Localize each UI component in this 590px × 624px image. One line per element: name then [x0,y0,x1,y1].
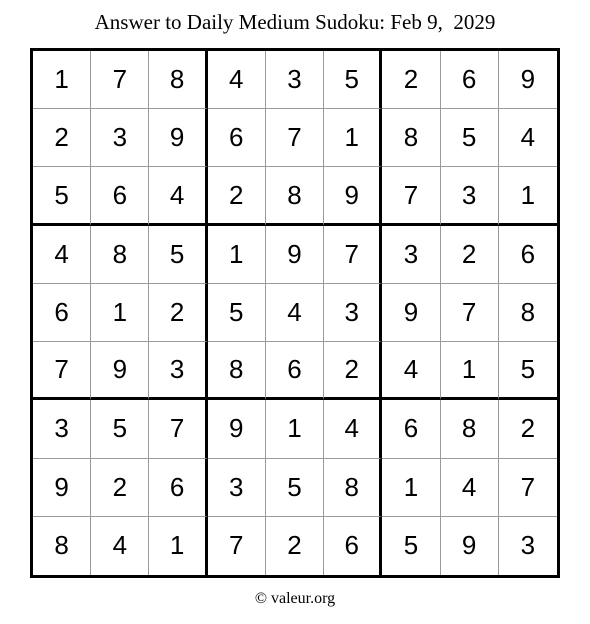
sudoku-cell-r4-c4: 1 [208,226,266,284]
sudoku-cell-r8-c8: 4 [441,459,499,517]
sudoku-cell-r7-c4: 9 [208,400,266,458]
sudoku-cell-r2-c2: 3 [91,109,149,167]
sudoku-cell-r1-c3: 8 [149,51,207,109]
sudoku-cell-r5-c3: 2 [149,284,207,342]
sudoku-cell-r7-c9: 2 [499,400,557,458]
sudoku-cell-r6-c6: 2 [324,342,382,400]
sudoku-cell-r5-c2: 1 [91,284,149,342]
sudoku-cell-r9-c3: 1 [149,517,207,575]
sudoku-cell-r2-c3: 9 [149,109,207,167]
sudoku-cell-r6-c4: 8 [208,342,266,400]
sudoku-cell-r8-c1: 9 [33,459,91,517]
sudoku-cell-r8-c3: 6 [149,459,207,517]
sudoku-cell-r4-c7: 3 [382,226,440,284]
sudoku-cell-r6-c9: 5 [499,342,557,400]
sudoku-cell-r8-c4: 3 [208,459,266,517]
sudoku-cell-r7-c8: 8 [441,400,499,458]
sudoku-cell-r3-c6: 9 [324,167,382,225]
puzzle-title: Answer to Daily Medium Sudoku: Feb 9, 2029 [94,10,496,34]
sudoku-cell-r9-c8: 9 [441,517,499,575]
sudoku-cell-r1-c4: 4 [208,51,266,109]
sudoku-cell-r2-c1: 2 [33,109,91,167]
sudoku-cell-r1-c7: 2 [382,51,440,109]
sudoku-cell-r3-c4: 2 [208,167,266,225]
sudoku-cell-r6-c7: 4 [382,342,440,400]
sudoku-cell-r4-c8: 2 [441,226,499,284]
sudoku-cell-r6-c3: 3 [149,342,207,400]
sudoku-cell-r3-c7: 7 [382,167,440,225]
sudoku-cell-r3-c8: 3 [441,167,499,225]
sudoku-cell-r9-c4: 7 [208,517,266,575]
sudoku-cell-r3-c1: 5 [33,167,91,225]
sudoku-cell-r2-c6: 1 [324,109,382,167]
sudoku-cell-r3-c5: 8 [266,167,324,225]
sudoku-cell-r7-c7: 6 [382,400,440,458]
sudoku-cell-r6-c1: 7 [33,342,91,400]
sudoku-board [30,48,560,578]
sudoku-cell-r2-c5: 7 [266,109,324,167]
sudoku-cell-r2-c7: 8 [382,109,440,167]
sudoku-cell-r1-c6: 5 [324,51,382,109]
sudoku-cell-r6-c5: 6 [266,342,324,400]
sudoku-cell-r1-c1: 1 [33,51,91,109]
sudoku-cell-r1-c5: 3 [266,51,324,109]
sudoku-cell-r2-c9: 4 [499,109,557,167]
sudoku-cell-r2-c8: 5 [441,109,499,167]
sudoku-cell-r7-c3: 7 [149,400,207,458]
sudoku-cell-r1-c2: 7 [91,51,149,109]
sudoku-cell-r5-c8: 7 [441,284,499,342]
sudoku-cell-r6-c8: 1 [441,342,499,400]
sudoku-cell-r9-c9: 3 [520,530,536,561]
sudoku-cell-r4-c2: 8 [91,226,149,284]
sudoku-cell-r3-c2: 6 [91,167,149,225]
sudoku-cell-r7-c1: 3 [33,400,91,458]
sudoku-cell-r4-c3: 5 [149,226,207,284]
sudoku-cell-r4-c5: 9 [266,226,324,284]
sudoku-cell-r8-c7: 1 [382,459,440,517]
sudoku-cell-r7-c5: 1 [266,400,324,458]
sudoku-cell-r1-c9: 9 [499,51,557,109]
sudoku-cell-r4-c9: 6 [499,226,557,284]
sudoku-cell-r9-c1: 8 [33,517,91,575]
sudoku-cell-r5-c1: 6 [33,284,91,342]
sudoku-cell-r5-c6: 3 [324,284,382,342]
sudoku-cell-r3-c9: 1 [499,167,557,225]
sudoku-cell-r7-c2: 5 [91,400,149,458]
sudoku-cell-r6-c2: 9 [91,342,149,400]
sudoku-cell-r8-c2: 2 [91,459,149,517]
sudoku-cell-r5-c9: 8 [499,284,557,342]
sudoku-cell-r2-c4: 6 [208,109,266,167]
sudoku-cell-r9-c2: 4 [91,517,149,575]
sudoku-cell-r4-c6: 7 [324,226,382,284]
sudoku-cell-r5-c7: 9 [382,284,440,342]
sudoku-cell-r9-c6: 6 [324,517,382,575]
sudoku-cell-r8-c5: 5 [266,459,324,517]
sudoku-cell-r9-c7: 5 [382,517,440,575]
sudoku-cell-r8-c9: 7 [499,459,557,517]
sudoku-cell-r9-c5: 2 [266,517,324,575]
sudoku-cell-r1-c8: 6 [441,51,499,109]
sudoku-cell-r5-c4: 5 [208,284,266,342]
sudoku-cell-r7-c6: 4 [324,400,382,458]
sudoku-cell-r4-c1: 4 [33,226,91,284]
sudoku-cell-r8-c6: 8 [324,459,382,517]
sudoku-cell-r3-c3: 4 [149,167,207,225]
sudoku-cell-r5-c5: 4 [266,284,324,342]
copyright-footer: © valeur.org [254,590,336,607]
